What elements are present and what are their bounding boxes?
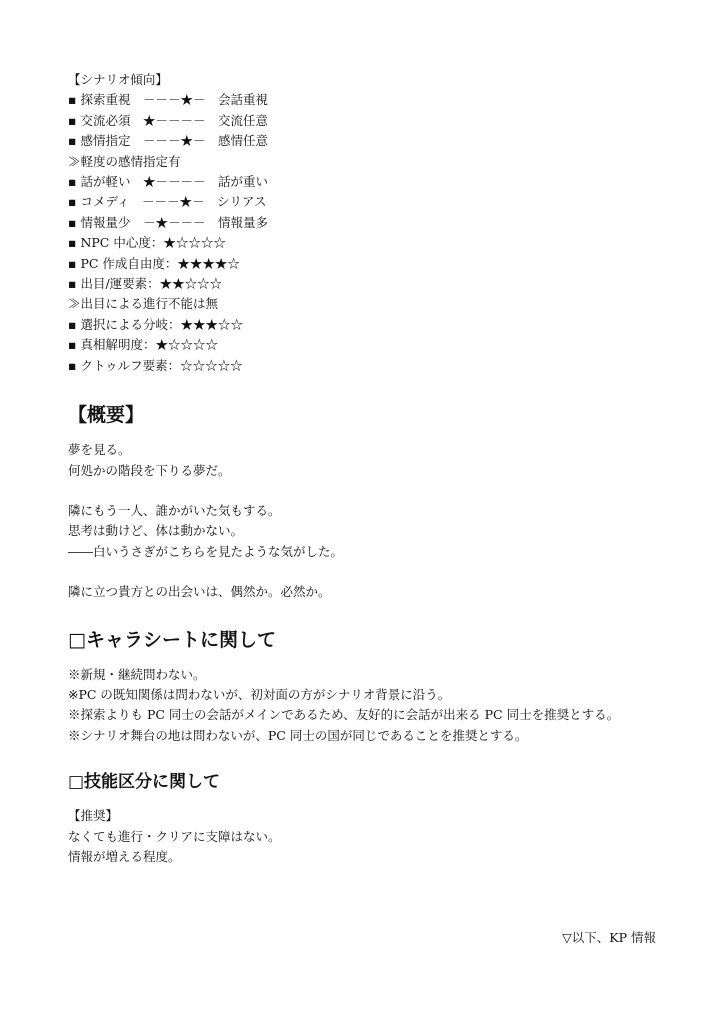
- overview-text: 隣にもう一人、誰かがいた気もする。: [68, 502, 281, 518]
- skills-text: 情報が増える程度。: [68, 848, 181, 864]
- tendency-item: ▪ 交流必須 ★－－－－ 交流任意: [68, 112, 268, 128]
- tendency-item: ▪ 出目/運要素：★★☆☆☆: [68, 276, 223, 292]
- overview-text: 思考は動けど、体は動かない。: [68, 523, 244, 539]
- skills-text: なくても進行・クリアに支障はない。: [68, 828, 281, 844]
- tendency-item: ▪ 真相解明度：★☆☆☆☆: [68, 337, 218, 353]
- tendency-item: ▪ NPC 中心度：★☆☆☆☆: [68, 235, 226, 251]
- tendency-item: ▪ 選択による分岐：★★★☆☆: [68, 316, 243, 332]
- overview-text: 夢を見る。: [68, 442, 131, 458]
- character-sheet-note: ※シナリオ舞台の地は問わないが、PC 同士の国が同じであることを推奨とする。: [68, 727, 528, 743]
- tendency-heading: 【シナリオ傾向】: [68, 72, 168, 87]
- skills-heading: □技能区分に関して: [68, 772, 221, 793]
- tendency-note: ≫軽度の感情指定有: [68, 153, 181, 169]
- scenario-tendency-section: [68, 70, 668, 376]
- tendency-item: ▪ クトゥルフ要素：☆☆☆☆☆: [68, 357, 243, 373]
- document-body: [68, 70, 668, 867]
- tendency-item: ▪ 情報量少 －★－－－ 情報量多: [68, 214, 268, 230]
- tendency-item: ▪ コメディ －－－★－ シリアス: [68, 194, 267, 210]
- overview-heading: 【概要】: [68, 404, 145, 427]
- character-sheet-note: ※PC の既知関係は問わないが、初対面の方がシナリオ背景に沿う。: [68, 686, 451, 702]
- overview-text: ――白いうさぎがこちらを見たような気がした。: [68, 543, 344, 559]
- overview-section: [68, 400, 668, 602]
- tendency-item: ▪ 感情指定 －－－★－ 感情任意: [68, 133, 268, 149]
- kp-info-marker: ▽以下、KP 情報: [562, 930, 656, 945]
- tendency-item: ▪ PC 作成自由度：★★★★☆: [68, 255, 240, 271]
- character-sheet-heading: □キャラシートに関して: [68, 628, 276, 651]
- character-sheet-note: ※探索よりも PC 同士の会話がメインであるため、友好的に会話が出来る PC 同士を推奨とする。: [68, 707, 620, 723]
- skills-recommended-label: 【推奨】: [68, 808, 119, 824]
- character-sheet-section: [68, 625, 668, 747]
- skills-section: [68, 768, 668, 867]
- tendency-item: ▪ 話が軽い ★－－－－ 話が重い: [68, 174, 268, 190]
- tendency-note: ≫出目による進行不能は無: [68, 296, 219, 312]
- character-sheet-note: ※新規・継続問わない。: [68, 666, 206, 682]
- overview-text: 隣に立つ貴方との出会いは、偶然か。必然か。: [68, 584, 331, 600]
- overview-text: 何処かの階段を下りる夢だ。: [68, 462, 231, 478]
- tendency-item: ▪ 探索重視 －－－★－ 会話重視: [68, 92, 268, 108]
